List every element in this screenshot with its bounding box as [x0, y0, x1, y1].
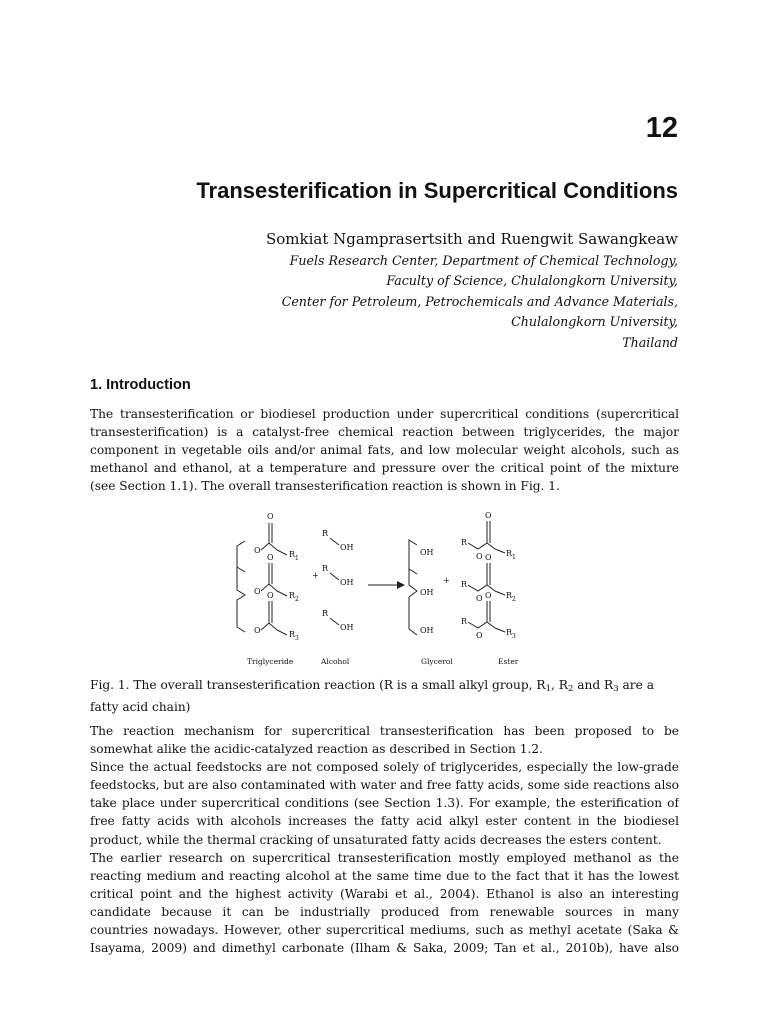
affiliation-line: Faculty of Science, Chulalongkorn University,: [386, 273, 678, 289]
atom-sub: 3: [295, 635, 299, 642]
plus-sign: +: [443, 576, 450, 585]
atom-oh: OH: [420, 626, 434, 635]
affiliation-line: Thailand: [622, 334, 678, 350]
text-line: free fatty acids with alcohols increases the fatty acid alkyl ester content in the biodiesel: [90, 814, 679, 829]
text-line: critical point and the highest activity (Warabi et al., 2004). Ethanol is also an interesting: [90, 886, 679, 901]
atom-oh: OH: [420, 548, 434, 557]
text-line: transesterification) is a catalyst-free chemical reaction between triglycerides, the major: [90, 425, 679, 440]
atom-r: R: [322, 609, 329, 618]
atom-oh: OH: [340, 543, 354, 552]
text-line: take place under supercritical conditions (see Section 1.3). For example, the esterification of: [90, 796, 679, 811]
reaction-scheme-figure: [225, 505, 545, 675]
caption-text: Fig. 1. The overall transesterification reaction (R is a small alkyl group, R: [90, 678, 546, 692]
label-ester: Ester: [498, 657, 519, 666]
text-line: countries nowadays. However, other supercritical mediums, such as methyl acetate (Saka &: [90, 923, 679, 938]
atom-r: R: [289, 630, 296, 639]
atom-sub: 2: [512, 596, 516, 603]
atom-r: R: [322, 529, 329, 538]
atom-o: O: [485, 591, 492, 600]
text-line: candidate because it can be industrially produced from renewable sources in many: [90, 904, 679, 919]
atom-oh: OH: [340, 623, 354, 632]
atom-o: O: [476, 552, 483, 561]
atom-o: O: [476, 631, 483, 640]
text-line: methanol and ethanol, at a temperature and pressure over the critical point of the mixture: [90, 461, 679, 476]
atom-r: R: [322, 564, 329, 573]
atom-o: O: [267, 553, 274, 562]
caption-text: , R: [551, 678, 568, 692]
affiliation-line: Chulalongkorn University,: [511, 314, 678, 330]
text-line: reacting medium and reacting alcohol at the same time due to the fact that it has the lowest: [90, 868, 679, 883]
atom-r: R: [289, 591, 296, 600]
atom-o: O: [485, 511, 492, 520]
text-line: feedstocks, but are also contaminated with water and free fatty acids, some side reactions also: [90, 778, 679, 793]
text-line: The transesterification or biodiesel production under supercritical conditions (supercritical: [90, 407, 679, 421]
atom-oh: OH: [420, 588, 434, 597]
body-paragraph: [90, 722, 679, 957]
text-line: somewhat alike the acidic-catalyzed reaction as described in Section 1.2.: [90, 742, 544, 757]
atom-o: O: [254, 546, 261, 555]
text-line: Since the actual feedstocks are not composed solely of triglycerides, especially the low-grade: [90, 760, 679, 775]
atom-r: R: [461, 617, 468, 626]
figure-caption: [90, 676, 679, 716]
atom-o: O: [485, 553, 492, 562]
atom-o: O: [254, 626, 261, 635]
caption-text: fatty acid chain): [90, 700, 191, 715]
atom-o: O: [267, 591, 274, 600]
plus-sign: +: [312, 571, 319, 580]
atom-o: O: [254, 587, 261, 596]
atom-r: R: [506, 591, 513, 600]
text-line: Isayama, 2009) and dimethyl carbonate (Ilham & Saka, 2009; Tan et al., 2010b), have also: [90, 941, 679, 956]
atom-r: R: [461, 538, 468, 547]
caption-text: and R: [573, 678, 614, 692]
caption-text: are a: [618, 678, 654, 692]
intro-paragraph: [90, 405, 679, 495]
atom-sub: 1: [512, 554, 516, 561]
section-heading: 1. Introduction: [90, 377, 191, 393]
caption-subscript: 2: [567, 684, 574, 694]
affiliation-line: Fuels Research Center, Department of Chemical Technology,: [289, 253, 678, 268]
atom-r: R: [461, 580, 468, 589]
label-triglyceride: Triglyceride: [247, 657, 294, 666]
text-line: The earlier research on supercritical transesterification mostly employed methanol as the: [90, 850, 679, 865]
atom-oh: OH: [340, 578, 354, 587]
atom-o: O: [476, 594, 483, 603]
text-line: The reaction mechanism for supercritical transesterification has been proposed to be: [90, 724, 679, 738]
atom-r: R: [506, 549, 513, 558]
text-line: (see Section 1.1). The overall transesterification reaction is shown in Fig. 1.: [90, 479, 560, 494]
text-line: product, while the thermal cracking of unsaturated fatty acids decreases the esters content.: [90, 832, 662, 847]
atom-sub: 3: [512, 633, 516, 640]
atom-o: O: [267, 512, 274, 521]
authors: Somkiat Ngamprasertsith and Ruengwit Sawangkeaw: [265, 230, 678, 248]
affiliation-line: Center for Petroleum, Petrochemicals and Advance Materials,: [281, 293, 678, 309]
label-glycerol: Glycerol: [421, 657, 453, 666]
label-alcohol: Alcohol: [321, 657, 350, 666]
caption-subscript: 1: [545, 684, 552, 694]
atom-sub: 1: [295, 555, 299, 562]
caption-subscript: 3: [613, 684, 619, 694]
affiliation: [282, 251, 678, 353]
atom-r: R: [506, 628, 513, 637]
text-line: component in vegetable oils and/or animal fats, and low molecular weight alcohols, such as: [90, 443, 679, 458]
atom-r: R: [289, 550, 296, 559]
chapter-number: 12: [645, 112, 678, 144]
chapter-title: Transesterification in Supercritical Conditions: [196, 178, 678, 203]
atom-sub: 2: [295, 596, 299, 603]
